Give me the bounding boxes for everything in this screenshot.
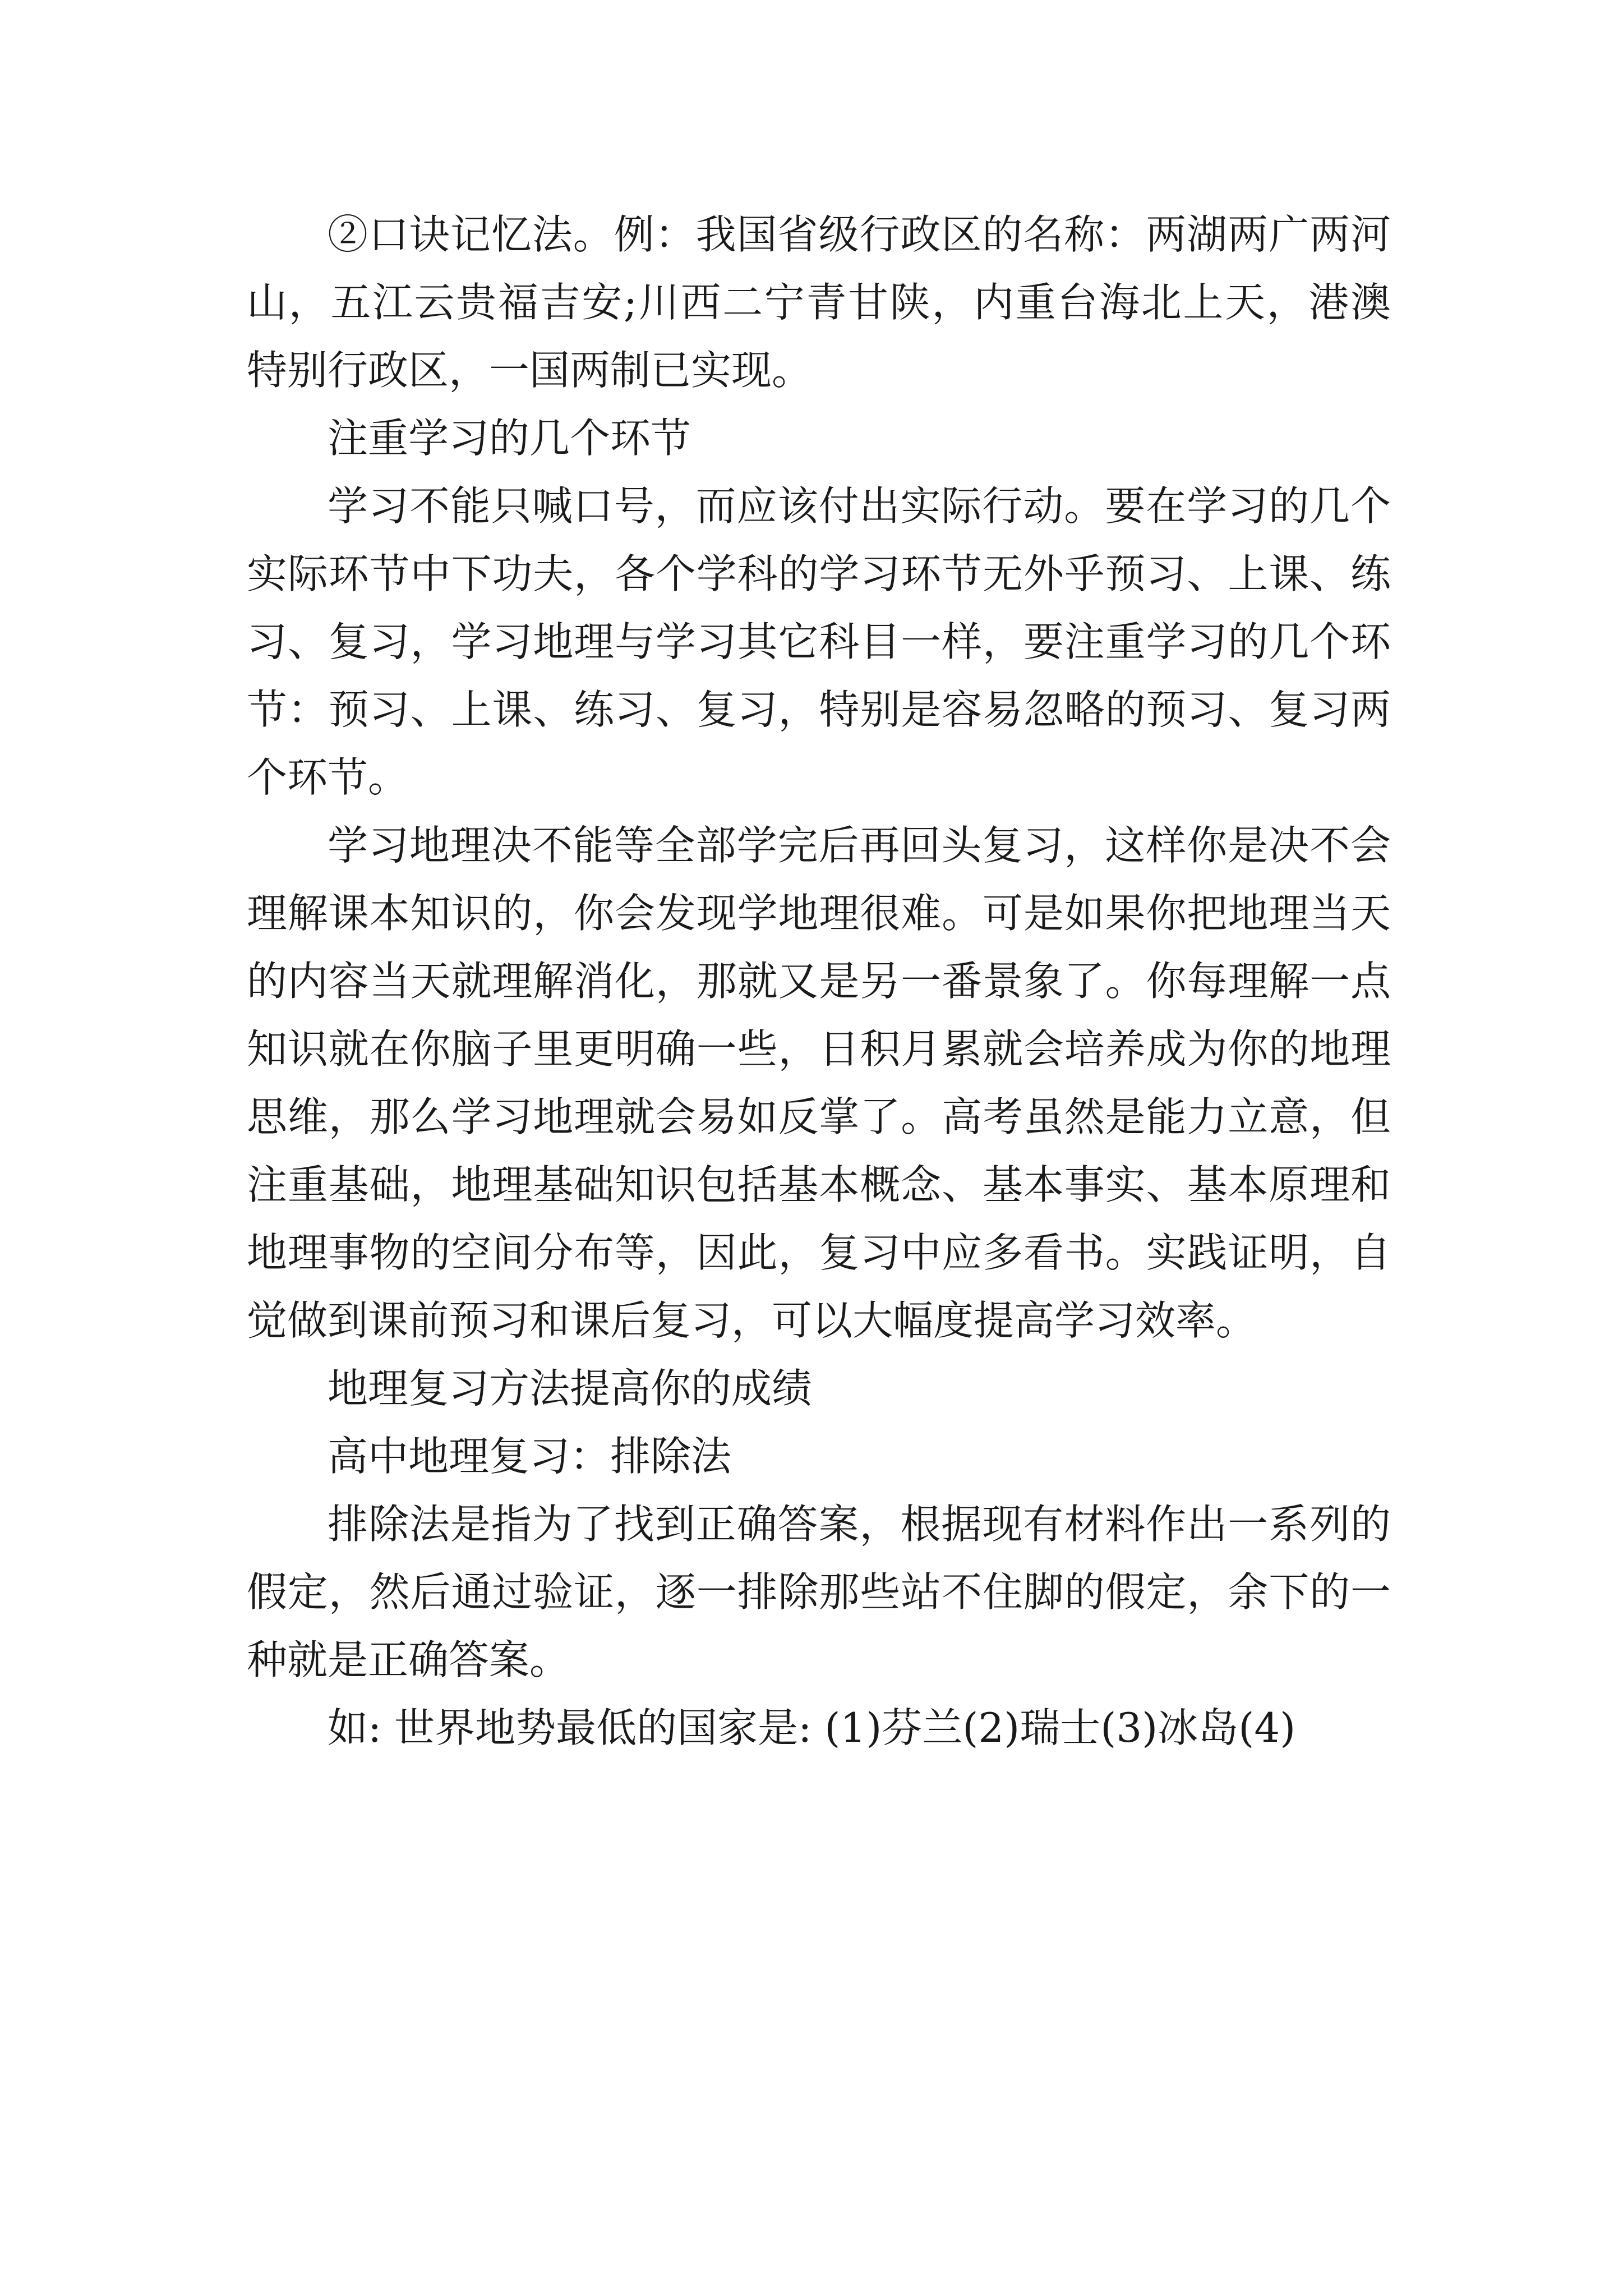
heading-elimination-method: 高中地理复习：排除法: [328, 1433, 732, 1480]
heading-review-methods: 地理复习方法提高你的成绩: [328, 1365, 813, 1412]
document-body: [247, 201, 1391, 1762]
paragraph-elimination-method: 排除法是指为了找到正确答案，根据现有材料作出一系列的假定，然后通过验证，逐一排除那些站不住脚的假定，余下的一种就是正确答案。: [247, 1501, 1391, 1683]
heading-study-steps: 注重学习的几个环节: [328, 415, 691, 462]
paragraph-mnemonic-method: ②口诀记忆法。例：我国省级行政区的名称：两湖两广两河山，五江云贵福吉安;川西二宁青甘陕，内重台海北上天，港澳特别行政区，一国两制已实现。: [247, 211, 1391, 394]
paragraph-example-question: 如: 世界地势最低的国家是: (1)芬兰(2)瑞士(3)冰岛(4): [328, 1704, 1296, 1751]
paragraph-daily-review: 学习地理决不能等全部学完后再回头复习，这样你是决不会理解课本知识的，你会发现学地理很难。可是如果你把地理当天的内容当天就理解消化，那就又是另一番景象了。你每理解一点知识就在你脑子里更明确一些，日积月累就会培养成为你的地理思维，那么学习地理就会易如反掌了。高考虽然是能力立意，但注重基础，地理基础知识包括基本概念、基本事实、基本原理和地理事物的空间分布等，因此，复习中应多看书。实践证明，自觉做到课前预习和课后复习，可以大幅度提高学习效率。: [247, 822, 1391, 1344]
paragraph-study-steps: 学习不能只喊口号，而应该付出实际行动。要在学习的几个实际环节中下功夫，各个学科的学习环节无外乎预习、上课、练习、复习，学习地理与学习其它科目一样，要注重学习的几个环节：预习、上课、练习、复习，特别是容易忽略的预习、复习两个环节。: [247, 482, 1391, 801]
